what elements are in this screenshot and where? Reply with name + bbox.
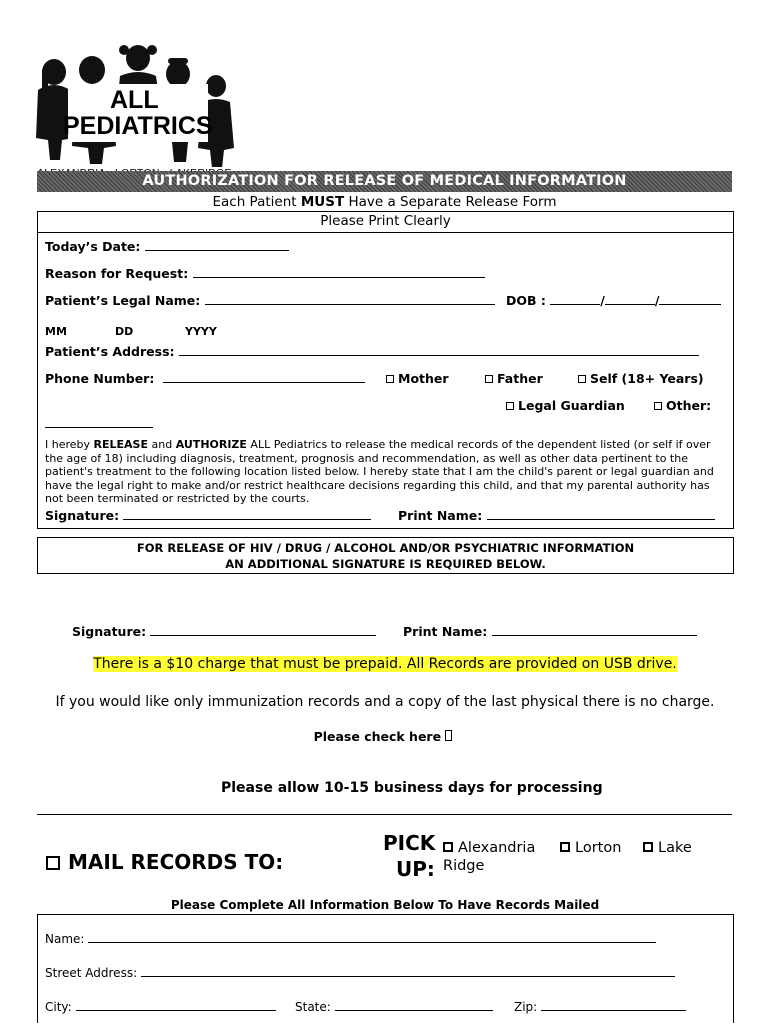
authorization-text <box>45 438 725 506</box>
dob-separator: / <box>600 293 605 308</box>
dob-year-field[interactable] <box>659 303 721 305</box>
mail-form-box <box>37 914 734 1023</box>
hiv-line-1: FOR RELEASE OF HIV / DRUG / ALCOHOL AND/OR PSYCHIATRIC INFORMATION <box>136 541 635 555</box>
dob-separator: / <box>654 293 660 308</box>
mother-label: Mother <box>398 371 449 386</box>
zip-field[interactable] <box>541 1009 686 1011</box>
lakeridge-checkbox[interactable] <box>643 842 653 852</box>
mother-option[interactable] <box>386 371 449 386</box>
processing-note: Please allow 10-15 business days for processing <box>221 780 603 796</box>
signature-label: Signature: <box>45 508 120 523</box>
hiv-signature-label: Signature: <box>72 624 147 639</box>
subtitle-pre: Each Patient <box>212 194 301 210</box>
auth-body: ALL Pediatrics to release the medical records of the dependent listed (or self if over the age of 18) including diagnosis, treatment, prognosis and recommendation, as well as other data pertinent to the patient's treatment to the following location listed below. I hereby state that I am the child's parent or legal guardian and have the legal right to make and/or restrict healthcare decisions regarding this child, and that my parental authority has not been terminated or restricted by the courts. <box>45 438 714 506</box>
todays-date-label: Today’s Date: <box>45 239 141 254</box>
subtitle-post: Have a Separate Release Form <box>344 194 557 210</box>
street-label: Street Address: <box>45 966 138 980</box>
hiv-signature-field[interactable] <box>150 634 376 636</box>
state-label: State: <box>295 1000 331 1014</box>
other-option[interactable] <box>654 398 711 413</box>
print-clearly: Please Print Clearly <box>320 213 451 229</box>
mail-checkbox[interactable] <box>46 856 60 870</box>
alexandria-option[interactable] <box>443 840 535 856</box>
mail-option[interactable] <box>46 850 283 874</box>
lorton-label: Lorton <box>575 840 622 856</box>
city-label: City: <box>45 1000 72 1014</box>
alexandria-label: Alexandria <box>458 840 536 856</box>
hiv-notice-box <box>37 537 734 574</box>
auth-authorize: AUTHORIZE <box>175 438 247 451</box>
lake-label: Lake <box>658 840 692 856</box>
lorton-checkbox[interactable] <box>560 842 570 852</box>
todays-date-field[interactable] <box>145 249 289 251</box>
address-field[interactable] <box>179 354 699 356</box>
mm-label: MM <box>45 325 67 338</box>
dob-day-field[interactable] <box>605 303 655 305</box>
street-field[interactable] <box>141 975 675 977</box>
logo-all: ALL <box>110 86 159 114</box>
immunization-checkbox[interactable] <box>445 730 452 741</box>
mail-label: MAIL RECORDS TO: <box>68 850 284 874</box>
charge-notice: There is a $10 charge that must be prepaid. All Records are provided on USB drive. <box>93 656 677 672</box>
pick-label: PICK <box>383 831 436 855</box>
mail-name-field[interactable] <box>88 941 656 943</box>
hiv-print-name-label: Print Name: <box>403 624 488 639</box>
dob-label: DOB : <box>506 293 546 308</box>
guardian-option[interactable] <box>506 398 625 413</box>
subtitle-must: MUST <box>300 194 345 210</box>
auth-intro: I hereby <box>45 438 94 451</box>
signature-field[interactable] <box>123 518 371 520</box>
reason-field[interactable] <box>193 276 485 278</box>
legal-name-field[interactable] <box>205 303 495 305</box>
hiv-print-name-field[interactable] <box>492 634 697 636</box>
subtitle <box>37 194 732 210</box>
phone-label: Phone Number: <box>45 371 155 386</box>
father-label: Father <box>497 371 543 386</box>
immunization-note: If you would like only immunization records and a copy of the last physical there is no charge. <box>55 694 715 710</box>
print-name-field[interactable] <box>487 518 715 520</box>
guardian-checkbox[interactable] <box>506 402 514 410</box>
state-field[interactable] <box>335 1009 493 1011</box>
logo <box>30 28 250 178</box>
alexandria-checkbox[interactable] <box>443 842 453 852</box>
dob-month-field[interactable] <box>550 303 600 305</box>
other-field[interactable] <box>45 427 153 428</box>
mail-form-heading: Please Complete All Information Below To Have Records Mailed <box>170 898 600 912</box>
father-checkbox[interactable] <box>485 375 493 383</box>
guardian-label: Legal Guardian <box>518 398 625 413</box>
other-checkbox[interactable] <box>654 402 662 410</box>
self-option[interactable] <box>578 371 704 386</box>
hiv-line-2: AN ADDITIONAL SIGNATURE IS REQUIRED BELOW. <box>225 557 546 571</box>
divider <box>37 814 732 815</box>
zip-label: Zip: <box>514 1000 538 1014</box>
mother-checkbox[interactable] <box>386 375 394 383</box>
auth-and: and <box>148 438 176 451</box>
print-name-label: Print Name: <box>398 508 483 523</box>
mail-name-label: Name: <box>45 932 85 946</box>
reason-label: Reason for Request: <box>45 266 189 281</box>
lakeridge-option[interactable] <box>643 840 692 856</box>
ridge-label: Ridge <box>443 858 485 874</box>
city-field[interactable] <box>76 1009 276 1011</box>
self-label: Self (18+ Years) <box>590 371 704 386</box>
self-checkbox[interactable] <box>578 375 586 383</box>
auth-release: RELEASE <box>93 438 148 451</box>
yyyy-label: YYYY <box>185 325 217 338</box>
dd-label: DD <box>115 325 134 338</box>
logo-pediatrics: PEDIATRICS <box>63 112 213 140</box>
phone-field[interactable] <box>163 381 365 383</box>
page-title: AUTHORIZATION FOR RELEASE OF MEDICAL INFORMATION <box>142 173 627 189</box>
other-label: Other: <box>666 398 712 413</box>
lorton-option[interactable] <box>560 840 621 856</box>
legal-name-label: Patient’s Legal Name: <box>45 293 201 308</box>
address-label: Patient’s Address: <box>45 344 175 359</box>
up-label: UP: <box>396 857 435 881</box>
father-option[interactable] <box>485 371 543 386</box>
patient-form-box <box>37 211 734 529</box>
check-here-label: Please check here <box>313 729 446 744</box>
